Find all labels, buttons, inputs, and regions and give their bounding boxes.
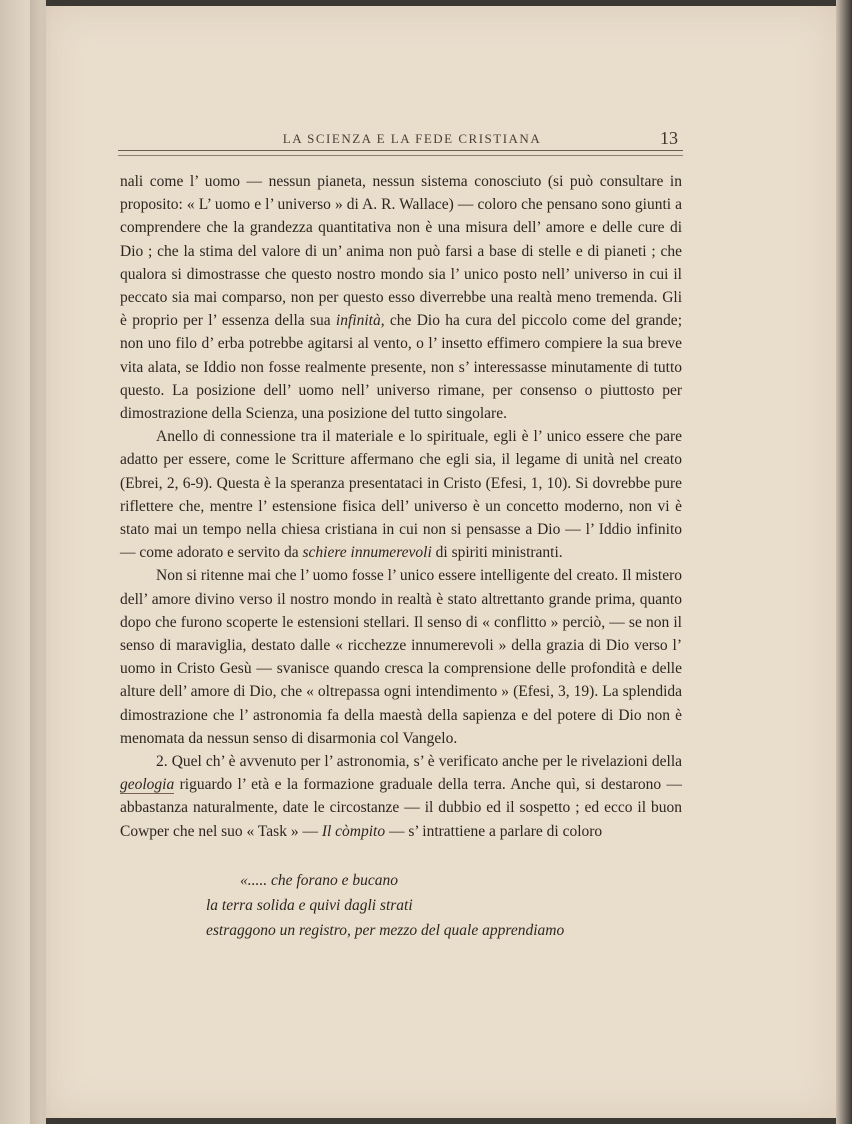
paragraph bbox=[120, 750, 682, 843]
verse-quote bbox=[206, 868, 646, 943]
italic-title: Il còmpito bbox=[321, 822, 386, 840]
paragraph bbox=[120, 425, 682, 564]
paragraph bbox=[120, 170, 682, 425]
running-header: LA SCIENZA E LA FEDE CRISTIANA bbox=[282, 131, 542, 146]
header-rule bbox=[118, 150, 683, 151]
header-rule-thin bbox=[118, 155, 683, 156]
page-right-edge bbox=[836, 0, 852, 1124]
text-span: nali come l’ uomo — nessun pianeta, nessun sistema conosciuto (si può consultare in proposito: « L’ uomo e l’ universo » di A. R. Wallace) — coloro che pensano sono giunti a comprendere che la grandezza quantitativa non è una misura dell’ amore e delle cure di Dio ; che la stima del valore di un’ anima non può farsi a base di stelle e di pianeti ; che qualora si dimostrasse che questo nostro mondo sia l’ unico posto nell’ universo in cui il peccato sia mai comparso, non per questo esso diverrebbe una realtà meno tremenda. Gli è proprio per l’ essenza della sua bbox=[120, 173, 682, 330]
italic-term: schiere innumerevoli bbox=[302, 544, 432, 562]
text-span: che Dio ha cura del piccolo come del grande; non uno filo d’ erba potrebbe agitarsi al vento, o l’ insetto effimero compiere la sua breve vita alata, se Iddio non fosse realmente presente, non s’ interessasse minutamente di tutto questo. La posizione dell’ uomo nell’ universo rimane, per consenso o piuttosto per dimostrazione della Scienza, una posizione del tutto singolare. bbox=[120, 312, 682, 423]
paragraph bbox=[120, 564, 682, 750]
italic-term-underlined: geologia bbox=[120, 776, 175, 794]
verse-line: estraggono un registro, per mezzo del quale apprendiamo bbox=[206, 922, 565, 939]
page-number: 13 bbox=[660, 128, 678, 148]
text-span: — s’ intrattiene a parlare di coloro bbox=[385, 822, 603, 840]
verse-line: la terra solida e quivi dagli strati bbox=[206, 897, 413, 914]
text-span: Anello di connessione tra il materiale e lo spirituale, egli è l’ unico essere che pare adatto per essere, come le Scritture affermano che egli sia, il legame di unità nel creato (Ebrei, 2, 6-9). Questa è la speranza presentataci in Cristo (Efesi, 1, 10). Si dovrebbe pure riflettere che, mentre l’ estensione fisica dell’ universo è un concetto moderno, non vi è stato mai un tempo nella chiesa cristiana in cui non si pensasse a Dio — l’ Iddio infinito — come adorato e servito da bbox=[120, 428, 682, 562]
verse-line: «..... che forano e bucano bbox=[240, 872, 398, 889]
italic-term: infinità, bbox=[335, 312, 385, 330]
text-span: riguardo l’ età e la formazione graduale della terra. Anche quì, si destarono — abbastanza naturalmente, date le circostanze — il dubbio ed il sospetto ; ed ecco il buon Cowper che nel suo « Task » — bbox=[120, 776, 682, 840]
text-span: 2. Quel ch’ è avvenuto per l’ astronomia, s’ è verificato anche per le rivelazioni della bbox=[156, 753, 682, 771]
body-text bbox=[120, 170, 682, 843]
text-span: di spiriti ministranti. bbox=[431, 544, 563, 562]
book-gutter bbox=[30, 0, 52, 1124]
text-span: Non si ritenne mai che l’ uomo fosse l’ unico essere intelligente del creato. Il mistero dell’ amore divino verso il nostro mondo in realtà è stato altrettanto grande prima, quanto dopo che furono scoperte le estensioni stellari. Il senso di « conflitto » perciò, — se non il senso di maraviglia, destato dalle « ricchezze innumerevoli » della grazia di Dio verso l’ uomo in Cristo Gesù — svanisce quando cresca la comprensione delle profondità e delle alture dell’ amore di Dio, che « oltrepassa ogni intendimento » (Efesi, 3, 19). La splendida dimostrazione che l’ astronomia fa della maestà della sapienza e del potere di Dio non è menomata da nessun senso di disarmonia col Vangelo. bbox=[120, 567, 682, 747]
